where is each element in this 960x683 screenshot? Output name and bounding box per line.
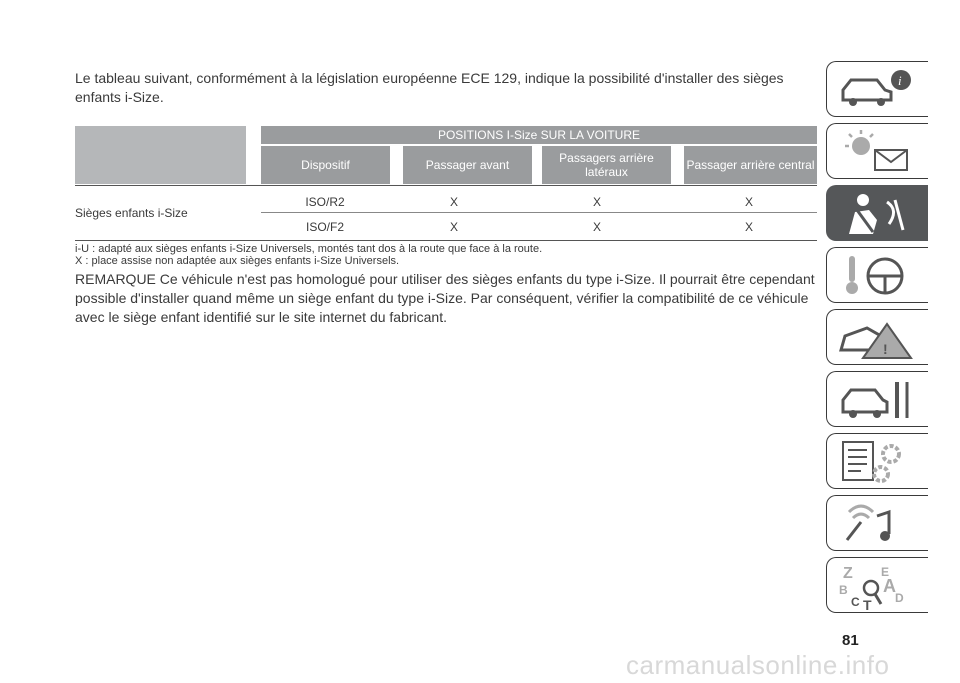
svg-text:A: A bbox=[883, 576, 896, 596]
tab-car-info[interactable] bbox=[826, 61, 928, 117]
tab-multimedia[interactable] bbox=[826, 495, 928, 551]
key-steering-wheel-icon bbox=[837, 252, 917, 298]
warning-light-message-icon bbox=[837, 128, 917, 174]
cell-r2-rear-side: X bbox=[592, 195, 601, 209]
cell-iso-f2: ISO/F2 bbox=[305, 220, 344, 234]
column-header-arriere-lateraux: Passagers arrière latéraux bbox=[542, 146, 671, 184]
remark-text: REMARQUE Ce véhicule n'est pas homologué pour utiliser des sièges enfants du type i-Size. Il pourrait être cependant possible d'installer quand même un siège enfant du type i-Size. Par conséquent, vérifier la compatibilité de ce véhicule avec le siège enfant identifié sur le site internet du fabricant. bbox=[75, 271, 815, 325]
column-header-arriere-central: Passager arrière central bbox=[684, 146, 817, 184]
intro-text: Le tableau suivant, conformément à la législation européenne ECE 129, indique la possibilité d'installer des sièges enfants i-Size. bbox=[75, 70, 784, 105]
svg-text:D: D bbox=[895, 591, 904, 605]
cell-f2-rear-side: X bbox=[592, 220, 601, 234]
car-accident-warning-icon bbox=[837, 314, 917, 360]
tab-emergency[interactable] bbox=[826, 309, 928, 365]
technical-specs-gear-icon bbox=[837, 438, 917, 484]
page-number: 81 bbox=[842, 632, 859, 649]
row-label: Sièges enfants i-Size bbox=[75, 206, 188, 220]
svg-text:E: E bbox=[881, 565, 890, 579]
cell-f2-rear-central: X bbox=[744, 220, 753, 234]
svg-text:T: T bbox=[863, 597, 872, 612]
note-iu: i-U : adapté aux sièges enfants i-Size Universels, montés tant dos à la route que face à la route. bbox=[75, 243, 543, 255]
table-header bbox=[75, 126, 817, 184]
cell-f2-front: X bbox=[449, 220, 458, 234]
svg-text:C: C bbox=[851, 595, 860, 609]
table-bottom-divider bbox=[75, 240, 817, 241]
column-header-passager-avant: Passager avant bbox=[403, 146, 532, 184]
note-x: X : place assise non adaptée aux sièges enfants i-Size Universels. bbox=[75, 255, 400, 267]
cell-iso-r2: ISO/R2 bbox=[305, 195, 345, 209]
tab-safety[interactable] bbox=[826, 185, 928, 241]
cell-r2-front: X bbox=[449, 195, 458, 209]
watermark: carmanualsonline.info bbox=[626, 650, 890, 680]
car-maintenance-tools-icon bbox=[837, 376, 917, 422]
row-divider bbox=[261, 212, 817, 213]
multimedia-icon bbox=[837, 500, 917, 546]
svg-text:B: B bbox=[839, 583, 848, 597]
table-divider bbox=[75, 185, 817, 186]
car-info-icon bbox=[837, 66, 917, 112]
tab-technical-specs[interactable] bbox=[826, 433, 928, 489]
alphabetical-index-icon bbox=[837, 562, 917, 612]
group-header: POSITIONS I-Size SUR LA VOITURE bbox=[261, 126, 817, 144]
column-header-dispositif: Dispositif bbox=[261, 146, 390, 184]
tab-warning-lights[interactable] bbox=[826, 123, 928, 179]
svg-text:!: ! bbox=[883, 341, 888, 357]
cell-r2-rear-central: X bbox=[744, 195, 753, 209]
table-notes bbox=[75, 243, 542, 267]
tab-index[interactable] bbox=[826, 557, 928, 613]
tab-starting-driving[interactable] bbox=[826, 247, 928, 303]
svg-text:i: i bbox=[898, 73, 902, 88]
tab-maintenance[interactable] bbox=[826, 371, 928, 427]
svg-text:Z: Z bbox=[843, 565, 853, 582]
seatbelt-airbag-icon bbox=[837, 190, 917, 236]
header-empty-cell bbox=[75, 126, 246, 184]
